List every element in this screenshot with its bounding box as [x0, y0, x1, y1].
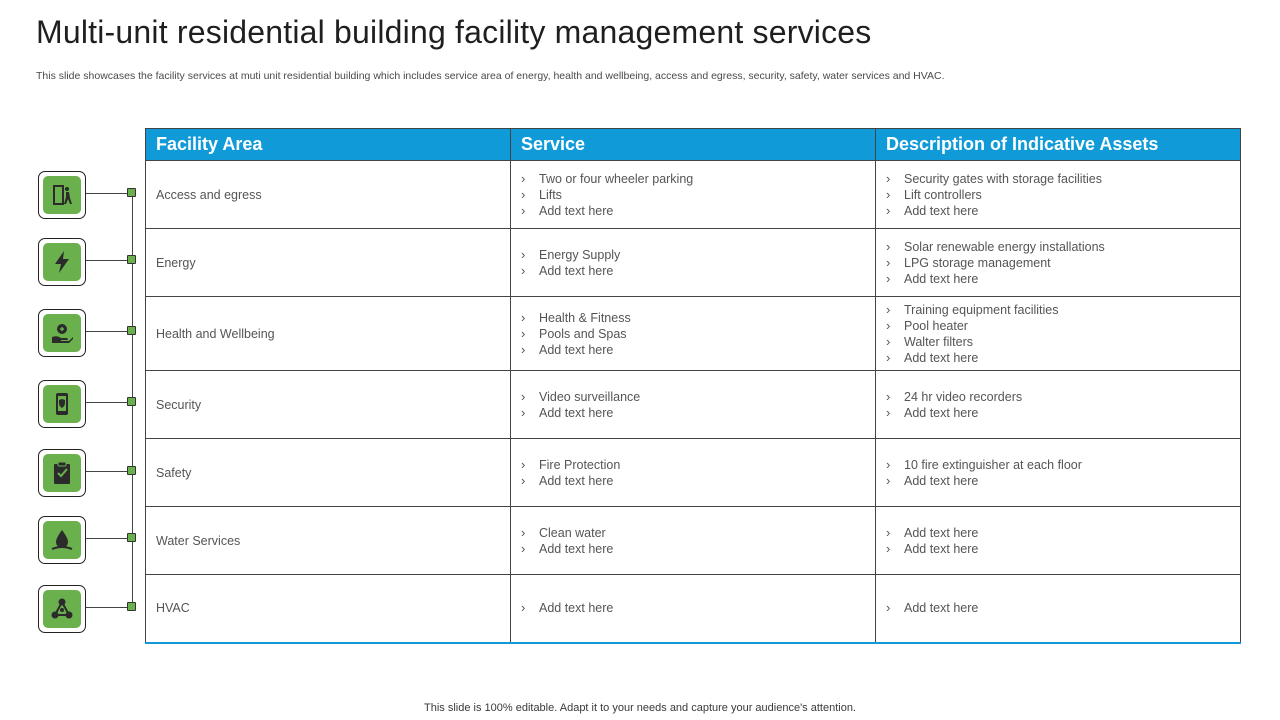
service-item: › Add text here [521, 600, 865, 616]
service-cell [511, 297, 876, 371]
header-description: Description of Indicative Assets [876, 129, 1241, 161]
service-item: › Add text here [521, 405, 865, 421]
asset-cell [876, 575, 1241, 643]
connector-line [86, 607, 132, 608]
facility-area-cell: Health and Wellbeing [146, 297, 511, 371]
asset-cell [876, 297, 1241, 371]
service-cell [511, 507, 876, 575]
asset-item: › Add text here [886, 350, 1230, 366]
connector-line [86, 193, 132, 194]
facility-area-cell: Security [146, 371, 511, 439]
service-cell [511, 161, 876, 229]
connector-dot [127, 326, 136, 335]
table-row [146, 575, 1241, 643]
facility-area-cell: Access and egress [146, 161, 511, 229]
asset-item: › Training equipment facilities [886, 302, 1230, 318]
service-cell [511, 439, 876, 507]
hand-care-icon [38, 309, 86, 357]
connector-line [86, 260, 132, 261]
service-item: › Add text here [521, 342, 865, 358]
asset-item: › Add text here [886, 405, 1230, 421]
connector-line [86, 402, 132, 403]
service-item: › Energy Supply [521, 247, 865, 263]
asset-cell [876, 371, 1241, 439]
phone-shield-icon [38, 380, 86, 428]
header-facility-area: Facility Area [146, 129, 511, 161]
table-row [146, 371, 1241, 439]
footer-note: This slide is 100% editable. Adapt it to your needs and capture your audience's attention. [424, 702, 856, 714]
service-item: › Clean water [521, 525, 865, 541]
asset-item: › Add text here [886, 525, 1230, 541]
asset-item: › Add text here [886, 600, 1230, 616]
connector-dot [127, 533, 136, 542]
connector-dot [127, 602, 136, 611]
asset-cell [876, 229, 1241, 297]
service-item: › Health & Fitness [521, 310, 865, 326]
table-row [146, 161, 1241, 229]
connector-dot [127, 397, 136, 406]
service-item: › Add text here [521, 473, 865, 489]
service-item: › Fire Protection [521, 457, 865, 473]
facility-area-cell: HVAC [146, 575, 511, 643]
asset-cell [876, 439, 1241, 507]
service-item: › Pools and Spas [521, 326, 865, 342]
service-item: › Two or four wheeler parking [521, 171, 865, 187]
facility-area-cell: Safety [146, 439, 511, 507]
table-row [146, 439, 1241, 507]
table-header-row [146, 129, 1241, 161]
service-cell [511, 575, 876, 643]
door-exit-icon [38, 171, 86, 219]
service-item: › Add text here [521, 263, 865, 279]
asset-item: › Walter filters [886, 334, 1230, 350]
water-drop-icon [38, 516, 86, 564]
asset-item: › 10 fire extinguisher at each floor [886, 457, 1230, 473]
table-row [146, 297, 1241, 371]
facility-area-cell: Water Services [146, 507, 511, 575]
connector-dot [127, 255, 136, 264]
service-cell [511, 229, 876, 297]
service-item: › Add text here [521, 203, 865, 219]
connector-dot [127, 466, 136, 475]
facility-table [145, 128, 1241, 644]
service-item: › Lifts [521, 187, 865, 203]
table-row [146, 507, 1241, 575]
asset-item: › 24 hr video recorders [886, 389, 1230, 405]
table-row [146, 229, 1241, 297]
page-title: Multi-unit residential building facility management services [36, 14, 872, 50]
asset-item: › Lift controllers [886, 187, 1230, 203]
connector-dot [127, 188, 136, 197]
service-cell [511, 371, 876, 439]
asset-item: › Add text here [886, 541, 1230, 557]
service-item: › Add text here [521, 541, 865, 557]
asset-cell [876, 507, 1241, 575]
asset-item: › Solar renewable energy installations [886, 239, 1230, 255]
asset-item: › Add text here [886, 473, 1230, 489]
service-item: › Video surveillance [521, 389, 865, 405]
asset-item: › Pool heater [886, 318, 1230, 334]
asset-item: › LPG storage management [886, 255, 1230, 271]
lightning-bolt-icon [38, 238, 86, 286]
network-nodes-icon [38, 585, 86, 633]
header-service: Service [511, 129, 876, 161]
facility-area-cell: Energy [146, 229, 511, 297]
asset-item: › Add text here [886, 203, 1230, 219]
page-subtitle: This slide showcases the facility services at muti unit residential building which includes service area of energy, health and wellbeing, access and egress, security, safety, water services and HVAC. [36, 70, 945, 82]
asset-item: › Add text here [886, 271, 1230, 287]
clipboard-check-icon [38, 449, 86, 497]
connector-line [86, 331, 132, 332]
connector-line [86, 538, 132, 539]
asset-item: › Security gates with storage facilities [886, 171, 1230, 187]
connector-line [86, 471, 132, 472]
asset-cell [876, 161, 1241, 229]
